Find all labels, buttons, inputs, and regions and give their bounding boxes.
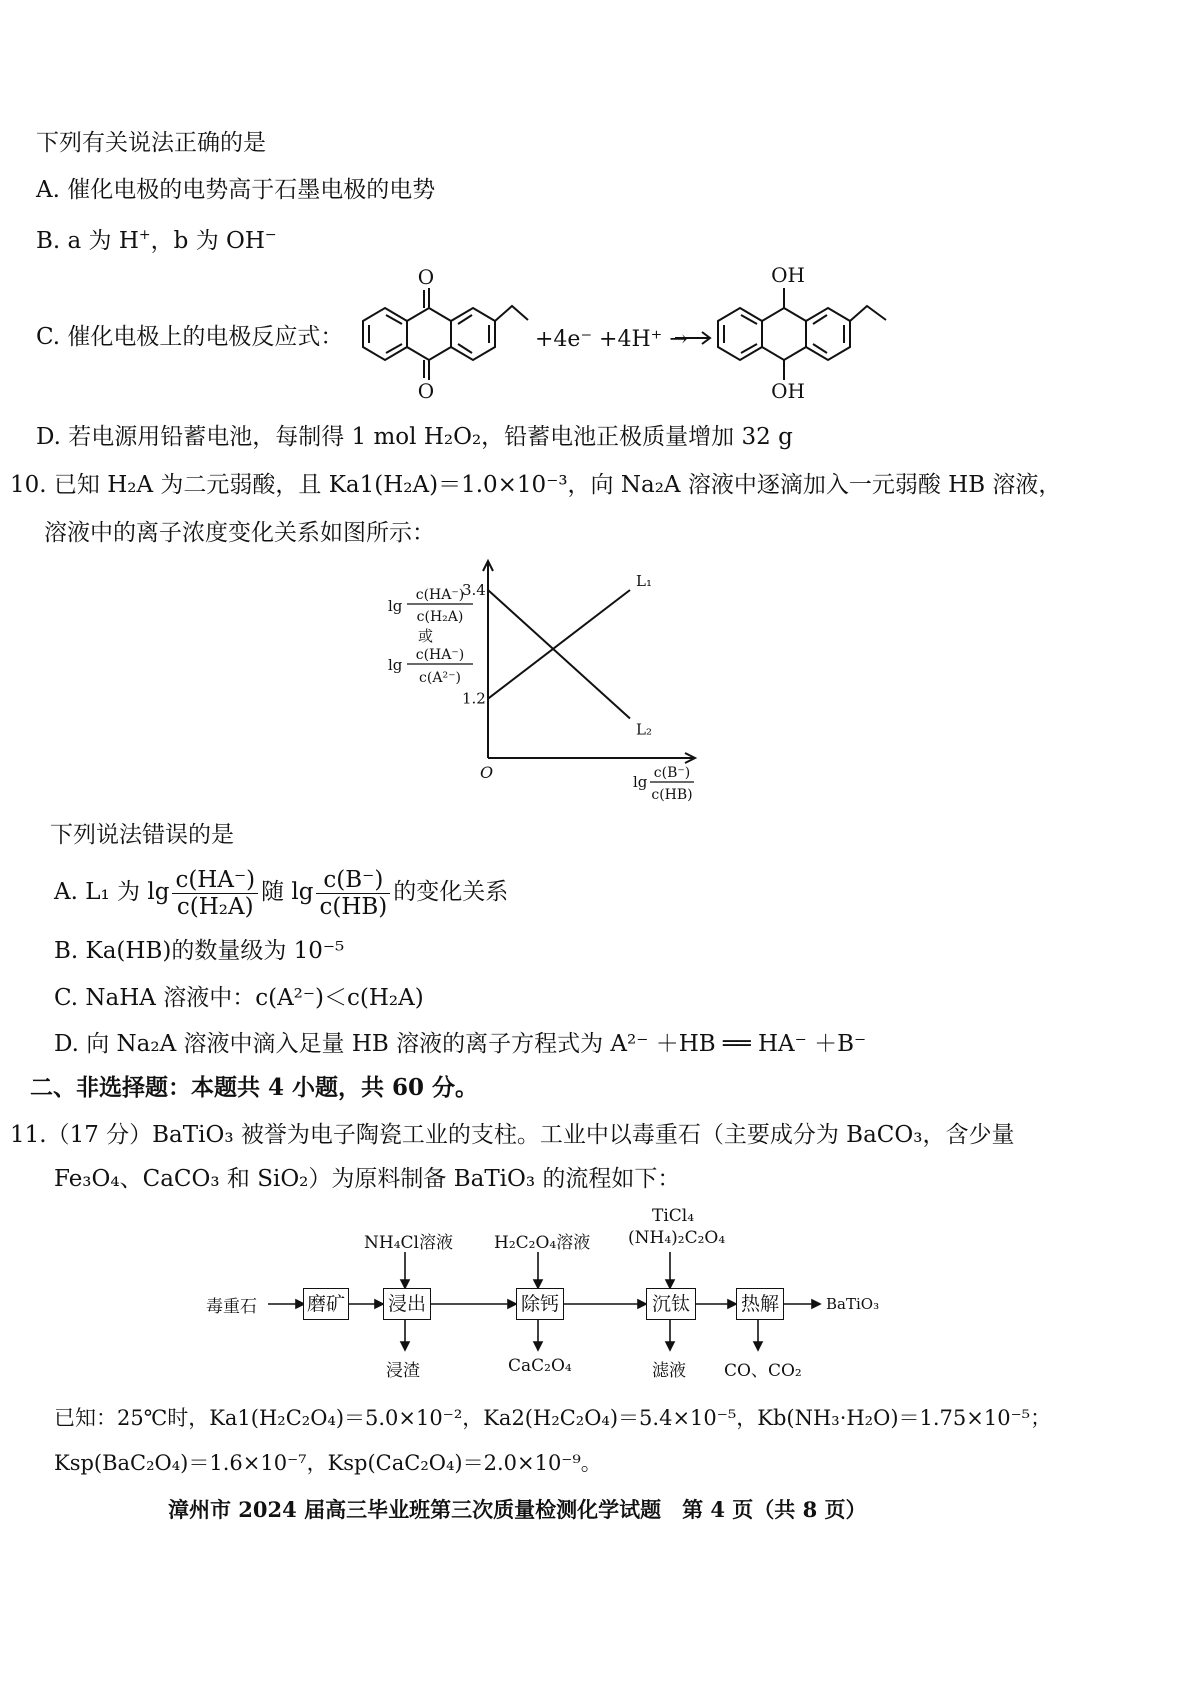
- hydroxyl-top: OH: [771, 263, 805, 287]
- q10-option-b: B. Ka(HB)的数量级为 10⁻⁵: [54, 938, 345, 964]
- series-label-2: L₂: [636, 720, 652, 739]
- flow-step-grinding: 磨矿: [303, 1288, 349, 1320]
- ylabel-lg-2: lg: [388, 656, 403, 674]
- xlabel-den: c(HB): [651, 787, 693, 803]
- hydroxyl-bottom: OH: [771, 379, 805, 403]
- ylabel-or: 或: [418, 627, 434, 645]
- series-line-1: [488, 590, 630, 699]
- q10-option-c: C. NaHA 溶液中：c(A²⁻)＜c(H₂A): [54, 985, 424, 1011]
- q10-option-a: A. L₁ 为 lg $\frac{c(HA^-)}{\text{c(H₂A)}}$ 随 lg $\frac{c(B^-)}{c(HB)}$ 的变化关系: [54, 866, 509, 920]
- ylabel-1-num: c(HA⁻): [415, 587, 465, 603]
- q10-stem-line2: 溶液中的离子浓度变化关系如图所示：: [44, 520, 435, 546]
- section-2-heading: 二、非选择题：本题共 4 小题，共 60 分。: [30, 1074, 479, 1101]
- page-footer: 漳州市 2024 届高三毕业班第三次质量检测化学试题 第 4 页（共 8 页）: [168, 1497, 867, 1522]
- ylabel-lg-1: lg: [388, 597, 403, 615]
- flow-product: BaTiO₃: [826, 1295, 880, 1313]
- q10-question: 下列说法错误的是: [50, 822, 234, 848]
- flow-step-pyrolysis: 热解: [736, 1288, 784, 1320]
- flow-output-cac2o4: CaC₂O₄: [508, 1356, 572, 1376]
- ylabel-2-num: c(HA⁻): [415, 647, 465, 663]
- flow-output-residue: 浸渣: [386, 1361, 420, 1381]
- q10-option-d: D. 向 Na₂A 溶液中滴入足量 HB 溶液的离子方程式为 A²⁻ ＋HB ══ HA⁻ ＋B⁻: [54, 1031, 867, 1057]
- anthraquinone-equation: [330, 258, 910, 408]
- carbonyl-o-bottom: O: [417, 379, 435, 403]
- flow-step-leaching: 浸出: [383, 1288, 431, 1320]
- ylabel-1-den: c(H₂A): [416, 609, 464, 625]
- q11-known-line2: Ksp(BaC₂O₄)＝1.6×10⁻⁷，Ksp(CaC₂O₄)＝2.0×10⁻⁹。: [54, 1451, 602, 1475]
- q9-stem: 下列有关说法正确的是: [36, 130, 266, 156]
- carbonyl-o-top: O: [417, 265, 435, 289]
- series-label-1: L₁: [636, 572, 652, 590]
- ring-middle: [407, 308, 451, 360]
- series-line-2: [488, 590, 630, 718]
- q9-option-c-label: C. 催化电极上的电极反应式：: [36, 324, 344, 350]
- q9-option-d: D. 若电源用铅蓄电池，每制得 1 mol H₂O₂，铅蓄电池正极质量增加 32 g: [36, 424, 793, 450]
- flow-input-nh4cl: NH₄Cl溶液: [364, 1233, 453, 1253]
- y-tick-1-2: 1.2: [462, 689, 486, 708]
- y-tick-3-4: 3.4: [462, 581, 486, 599]
- reaction-terms: +4e⁻ +4H⁺ →: [535, 327, 688, 352]
- flow-step-decalcify: 除钙: [516, 1288, 564, 1320]
- q11-stem-line1: 11.（17 分）BaTiO₃ 被誉为电子陶瓷工业的支柱。工业中以毒重石（主要成分为 BaCO₃，含少量: [10, 1122, 1015, 1148]
- q10-chart: [380, 555, 740, 810]
- q10-stem-line1: 10. 已知 H₂A 为二元弱酸，且 Ka1(H₂A)＝1.0×10⁻³，向 Na₂A 溶液中逐滴加入一元弱酸 HB 溶液，: [10, 472, 1062, 498]
- flow-output-filtrate: 滤液: [652, 1361, 686, 1381]
- q11-known-line1: 已知：25℃时，Ka1(H₂C₂O₄)＝5.0×10⁻²，Ka2(H₂C₂O₄)＝5.4×10⁻⁵，Kb(NH₃·H₂O)＝1.75×10⁻⁵；: [54, 1406, 1052, 1430]
- q9-option-a: A. 催化电极的电势高于石墨电极的电势: [36, 177, 436, 203]
- flow-input-h2c2o4: H₂C₂O₄溶液: [494, 1233, 591, 1253]
- flow-step-ti-precipitate: 沉钛: [646, 1288, 696, 1320]
- xlabel-lg: lg: [633, 773, 648, 791]
- q11-stem-line2: Fe₃O₄、CaCO₃ 和 SiO₂）为原料制备 BaTiO₃ 的流程如下：: [54, 1166, 681, 1192]
- q9-option-b: B. a 为 H+，b 为 OH−: [36, 227, 277, 254]
- flow-start: 毒重石: [206, 1297, 257, 1317]
- origin-label: O: [480, 763, 494, 782]
- xlabel-num: c(B⁻): [653, 765, 691, 781]
- flow-input-nh42c2o4: (NH₄)₂C₂O₄: [628, 1228, 726, 1248]
- flow-arrows: [0, 1200, 1200, 1400]
- flow-input-ticl4: TiCl₄: [652, 1206, 695, 1226]
- flow-output-gases: CO、CO₂: [724, 1361, 802, 1381]
- ylabel-2-den: c(A²⁻): [419, 670, 461, 686]
